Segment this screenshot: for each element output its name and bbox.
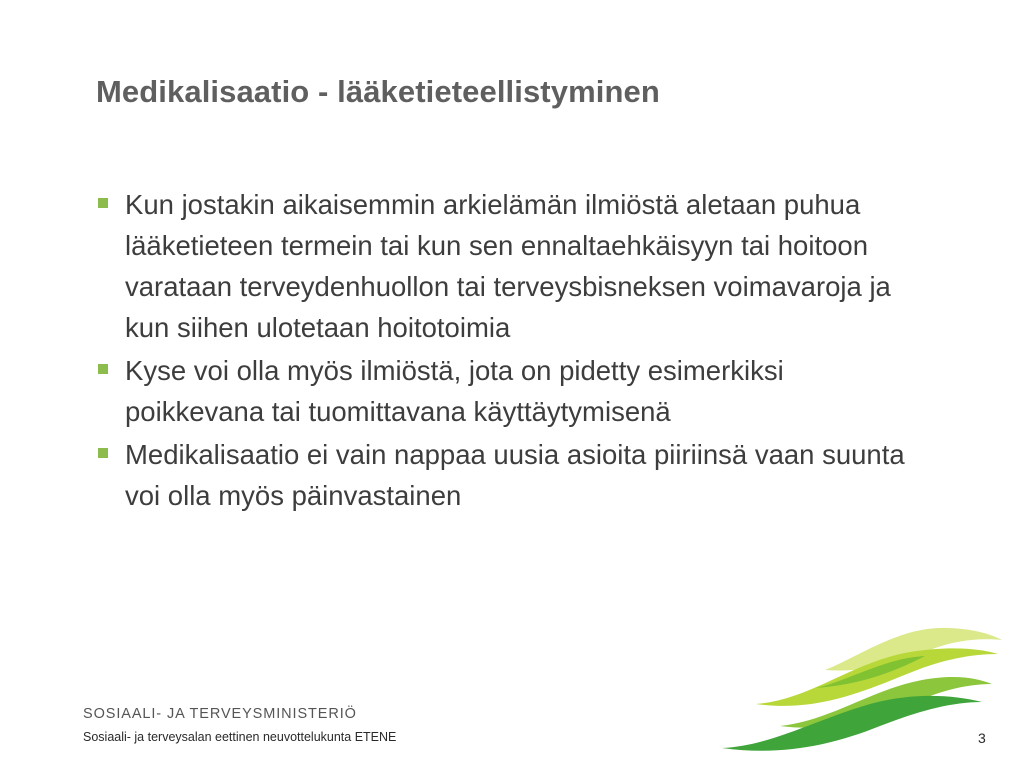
council-name: Sosiaali- ja terveysalan eettinen neuvottelukunta ETENE bbox=[83, 730, 397, 744]
ministry-name: SOSIAALI- JA TERVEYSMINISTERIÖ bbox=[83, 706, 357, 722]
square-bullet-icon bbox=[98, 364, 108, 374]
bullet-item bbox=[96, 350, 926, 432]
bullet-text: Medikalisaatio ei vain nappaa uusia asioita piiriinsä vaan suunta voi olla myös päinvastainen bbox=[125, 439, 905, 511]
page-number: 3 bbox=[978, 730, 986, 746]
square-bullet-icon bbox=[98, 198, 108, 208]
bullet-text: Kun jostakin aikaisemmin arkielämän ilmiöstä aletaan puhua lääketieteen termein tai kun sen ennaltaehkäisyyn tai hoitoon varataan terveydenhuollon tai terveysbisneksen voimavaroja ja kun siihen ulotetaan hoitotoimia bbox=[125, 189, 891, 343]
bullet-item bbox=[96, 184, 926, 348]
bullet-list bbox=[96, 184, 926, 518]
green-wave-logo-icon bbox=[720, 622, 1010, 754]
square-bullet-icon bbox=[98, 448, 108, 458]
bullet-item bbox=[96, 434, 926, 516]
slide-title: Medikalisaatio - lääketieteellistyminen bbox=[96, 74, 660, 109]
bullet-text: Kyse voi olla myös ilmiöstä, jota on pidetty esimerkiksi poikkevana tai tuomittavana käyttäytymisenä bbox=[125, 355, 784, 427]
